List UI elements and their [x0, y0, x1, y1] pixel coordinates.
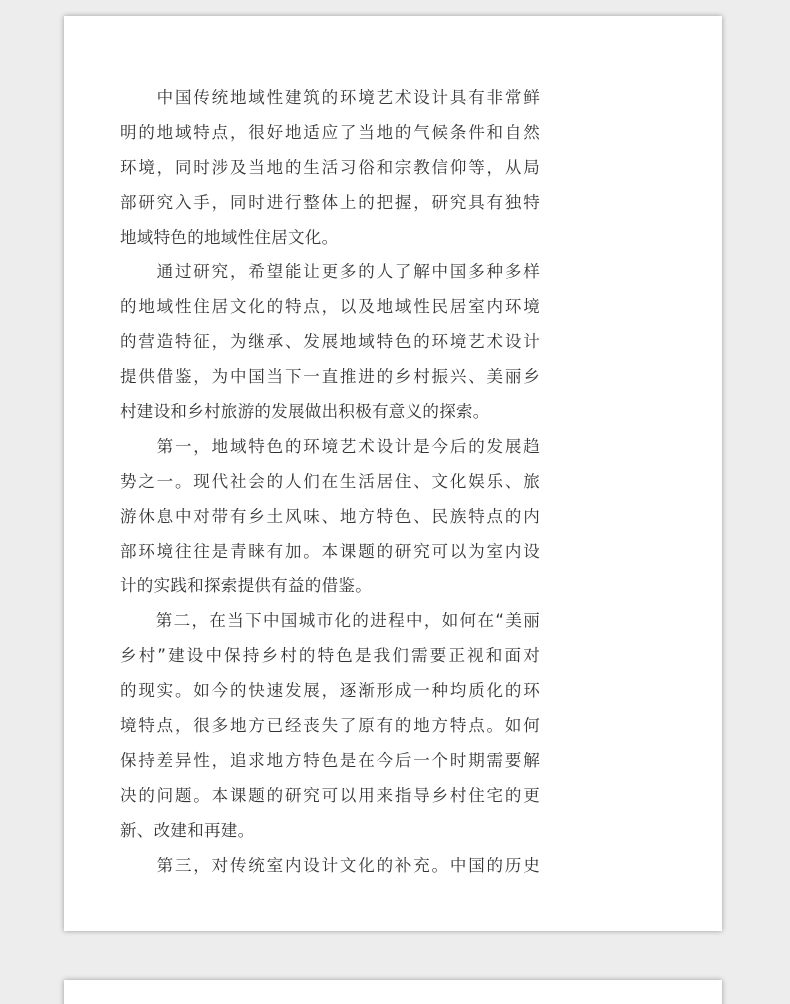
text-line: 新、改建和再建。	[120, 820, 255, 840]
document-page	[64, 16, 722, 931]
text-line: 的地域性住居文化的特点，以及地域性民居室内环境	[120, 297, 540, 317]
text-line: 决的问题。本课题的研究可以用来指导乡村住宅的更	[120, 785, 540, 805]
text-line: 游休息中对带有乡土风味、地方特色、民族特点的内	[120, 506, 540, 526]
next-document-page	[64, 980, 722, 1004]
page-text	[120, 81, 540, 883]
text-line: 乡村”建设中保持乡村的特色是我们需要正视和面对	[120, 646, 540, 666]
text-line: 势之一。现代社会的人们在生活居住、文化娱乐、旅	[120, 471, 540, 491]
text-line: 第三，对传统室内设计文化的补充。中国的历史	[120, 855, 540, 875]
text-line: 明的地域特点，很好地适应了当地的气候条件和自然	[120, 122, 540, 142]
text-line: 计的实践和探索提供有益的借鉴。	[120, 576, 372, 596]
text-line: 通过研究，希望能让更多的人了解中国多种多样	[120, 262, 540, 282]
paragraph	[120, 81, 540, 255]
text-line: 环境，同时涉及当地的生活习俗和宗教信仰等，从局	[120, 157, 540, 177]
text-line: 第一，地域特色的环境艺术设计是今后的发展趋	[120, 436, 540, 456]
text-line: 的现实。如今的快速发展，逐渐形成一种均质化的环	[120, 681, 540, 701]
paragraph	[120, 430, 540, 604]
text-line: 提供借鉴，为中国当下一直推进的乡村振兴、美丽乡	[120, 367, 540, 387]
text-line: 部环境往往是青睐有加。本课题的研究可以为室内设	[120, 541, 540, 561]
text-line: 部研究入手，同时进行整体上的把握，研究具有独特	[120, 192, 540, 212]
text-line: 境特点，很多地方已经丧失了原有的地方特点。如何	[120, 716, 540, 736]
text-line: 保持差异性，追求地方特色是在今后一个时期需要解	[120, 750, 540, 770]
text-line: 村建设和乡村旅游的发展做出积极有意义的探索。	[120, 402, 490, 422]
paragraph	[120, 604, 540, 848]
text-line: 第二，在当下中国城市化的进程中，如何在“美丽	[120, 611, 540, 631]
text-line: 的营造特征，为继承、发展地域特色的环境艺术设计	[120, 332, 540, 352]
text-line: 中国传统地域性建筑的环境艺术设计具有非常鲜	[120, 88, 540, 107]
paragraph	[120, 849, 540, 884]
text-line: 地域特色的地域性住居文化。	[120, 227, 339, 247]
paragraph	[120, 255, 540, 429]
